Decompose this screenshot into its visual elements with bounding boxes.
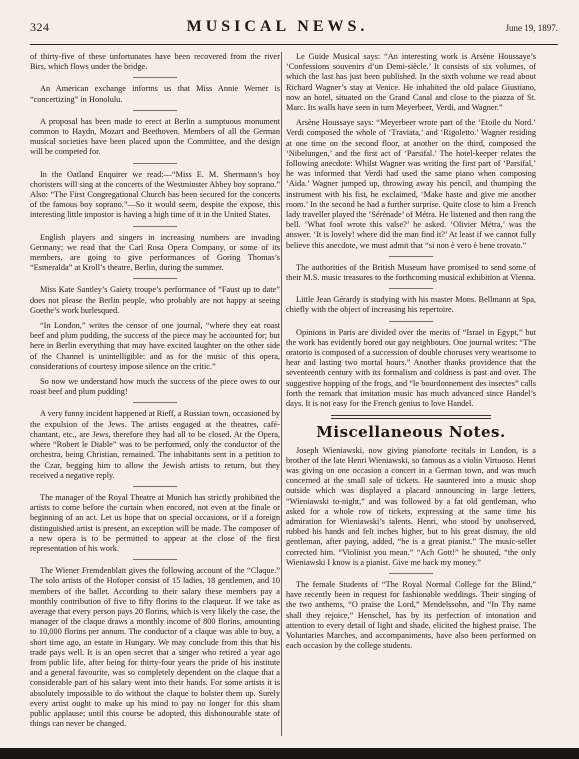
page-bottom-edge xyxy=(0,748,579,759)
issue-date: June 19, 1897. xyxy=(505,23,558,33)
separator xyxy=(389,573,433,574)
separator xyxy=(133,163,177,164)
paragraph: The female Students of “The Royal Normal College for the Blind,” have recently been in request for fashionable weddings. Their singing of the two anthems, “O praise the Lord,” Mendelssohn, and “In Thy name shall they rejoice,” Henschel, has by its perfection of intonation and attention to every detail of light and shade, elicited the highest praise. The Voluntaries Marches, and accompaniments, have also been performed on each occasion by the college students. xyxy=(286,579,536,651)
paragraph: Opinions in Paris are divided over the merits of “Israel in Egypt,” but the work has evidently bored our gay neighbours. One journal writes: “The oratorio is composed of a succession of double choruses very wearisome to hear and lasting two mortal hours.” Another thanks providence that the seventeenth century with its formalism and coldness is past and over. The suggestive hopping of the frogs, and “le bourdonnement des insectes” calls forth the remark that imitation music has much advanced since Handel’s days. It is not easy for the French genius to love Handel. xyxy=(286,327,536,409)
separator xyxy=(389,256,433,257)
paragraph: A proposal has been made to erect at Berlin a sumptuous monument common to Haydn, Mozart and Beethoven. Members of all the German musical societies have been placed upon the Committee, and the design will be competed for. xyxy=(30,116,280,157)
paragraph: The Wiener Fremdenblatt gives the following account of the “Claque.” The solo artists of the Hofoper consist of 15 ladies, 18 gentlemen, and 10 members of the ballet. According to their salary these members pay a monthly contribution of five to fifty florins to the claqueur. If we take as average that every person pays 20 florins, which is very likely the case, the manager of the claque draws a monthly income of 800 florins, amounting to 10,000 florins per annum. The conductor of a claque was able to buy, a short time ago, an estate in Hungary. We may conclude from this that his trade pays well. It is an open secret that a singer who retired a year ago from public life, after being for thirty-four years the pride of his institute and a general favourite, was so completely dependent on the claque that a considerable part of his salary went into their hands. For some artists it is absolutely impossible to do without the claque to bolster them up. Surely every artist ought to make up his mind to pay no longer for this sham public applause; until this course be adopted, this dishonourable state of things can never be changed. xyxy=(30,566,280,729)
separator xyxy=(133,402,177,403)
section-rule xyxy=(331,418,491,419)
separator xyxy=(133,559,177,560)
paragraph: So now we understand how much the success of the piece owes to our roast beef and plum pudding! xyxy=(30,377,280,397)
section-heading: Miscellaneous Notes. xyxy=(316,423,506,442)
header-rule xyxy=(30,44,558,45)
separator xyxy=(133,278,177,279)
separator xyxy=(133,110,177,111)
paragraph: In the Oatland Enquirer we read:—“Miss E. M. Shermann’s boy choristers will sing at the concerts of the Westminster Abbey boy soprano.” Also: “The First Congregational Church has been secured for the concerts of the famous boy soprano.”—So it would seem, despite the expose, this interesting little impostor is having a high time of it in the United States. xyxy=(30,169,280,220)
paragraph: Joseph Wieniawski, now giving pianoforte recitals in London, is a brother of the late Henri Wieniawski, so famous as a violin Virtuoso. Henri was giving on one occasion a concert in a German town, and was much concerned at the small sale of tickets. He sauntered into a music shop outside which was displayed a placard announcing in large letters, “Wieniawski to-night,” and was followed by a fat old gentleman, who asked for a whole row of tickets, expressing at the same time his admiration for Wieniawski’s talents. Henri, who stood by unobserved, rubbed his hands and felt inches higher, but to his great dismay, the old gentleman, after paying, added, “he is a great pianist.” The music-seller corrected him. “Violinist you mean.” “Ach Gott!” he shouted, “the only Wieniawski I know is a pianist. Give me back my money.” xyxy=(286,445,536,567)
page-number: 324 xyxy=(30,20,50,34)
paragraph: An American exchange informs us that Miss Annie Werner is “concertizing” in Honolulu. xyxy=(30,84,280,104)
paragraph: The manager of the Royal Theatre at Munich has strictly prohibited the artists to come before the curtain when encored, not even at the finale or beginning of an act. Let us hope that on special occasions, or if a foreign distinguished artist is present, an exception will be made. The composer of a new opera is to be permitted to appear at the close of the first representation of his work. xyxy=(30,492,280,553)
paragraph: “In London,” writes the censor of one journal, “where they eat roast beef and plum pudding, the success of the piece may be accounted for; but here in Berlin everything that may have excited laughter on the other side of the Channel is unintelligible: and as for the music of this opera, considerations of courtesy impose silence on the critic.” xyxy=(30,321,280,371)
page-header xyxy=(30,18,558,40)
paragraph: Le Guide Musical says: “An interesting work is Arsène Houssaye’s ‘Confessions souvenirs d’un Demi-siècle.’ It consists of six volumes, of which the last has just been published. In the sixth volume we read about Richard Wagner’s stay at Venice. He inhabited the old palace Giustiano, now an hotel, situated on the Grand Canal and close to the piazza of St. Marc. Its walls have seen in turn Meyerbeer, Verdi, and Wagner.” xyxy=(286,52,536,113)
paragraph: A very funny incident happened at Rieff, a Russian town, occasioned by the expulsion of the Jews. The artists engaged at the theatres, café-chantant, etc., are Jews, therefore they had all to be closed. At the Opera, where “Robert le Diable” was to be performed, only the conductor of the orchestra, being Christian, remained. The inhabitants sent in a petition to the Czar, begging him to allow the Jewish artists to return, but they received a negative reply. xyxy=(30,409,280,480)
separator xyxy=(389,288,433,289)
separator xyxy=(133,77,177,78)
paragraph: of thirty-five of these unfortunates have been recovered from the river Birs, which flows under the bridge. xyxy=(30,52,280,72)
column-divider xyxy=(281,52,282,736)
separator xyxy=(389,321,433,322)
separator xyxy=(133,226,177,227)
masthead-title: MUSICAL NEWS. xyxy=(186,18,369,35)
paragraph: Miss Kate Santley’s Gaiety troupe’s performance of “Faust up to date” does not please the Berlin people, who probably are not happy at seeing Goethe’s work burlesqued. xyxy=(30,285,280,315)
paragraph: The authorities of the British Museum have promised to send some of their M.S. music treasures to the forthcoming musical exhibition at Vienna. xyxy=(286,262,536,283)
paragraph: Little Jean Gérardy is studying with his master Mons. Bellmann at Spa, chiefly with the object of increasing his repertoire. xyxy=(286,295,536,315)
section-rule xyxy=(331,415,491,416)
separator xyxy=(133,486,177,487)
left-column xyxy=(30,52,280,734)
paragraph: English players and singers in increasing numbers are invading Germany; we read that the Carl Rosa Opera Company, or some of its members, are going to give performances of Goring Thomas’s “Esmeralda” at Kroll’s theatre, Berlin, during the summer. xyxy=(30,232,280,273)
paragraph: Arsène Houssaye says: “Meyerbeer wrote part of the ‘Etoile du Nord.’ Verdi composed the whole of ‘Traviata,’ and ‘Rigoletto.’ Wagner residing at one time on the second floor, at another on the third, composed the ‘Nibelungen,’ and the first act of ‘Parsifal.’ The hotel-keeper relates the following anecdote: Whilst Wagner was writing the first part of ‘Parsifal,’ he was informed that Verdi had used the same piano when composing ‘Aida.’ Wagner jumped up, throwing away his pencil, and thumping the instrument with his fist, he exclaimed, ‘Make haste and give me another room.’ In the second he had a further surprise. Quite close to him a French lady traveller played the ‘Sérénade’ of Métra. He listened and then rang the bell. ‘What fool wrote this valse?’ he asked. ‘Olivier Métra,’ was the answer. ‘It is lovely! where did the man find it?’ At least if we cannot fully believe this anecdote, we must admit that “si non è vero è bene trovato.” xyxy=(286,118,536,250)
right-column xyxy=(286,52,536,656)
